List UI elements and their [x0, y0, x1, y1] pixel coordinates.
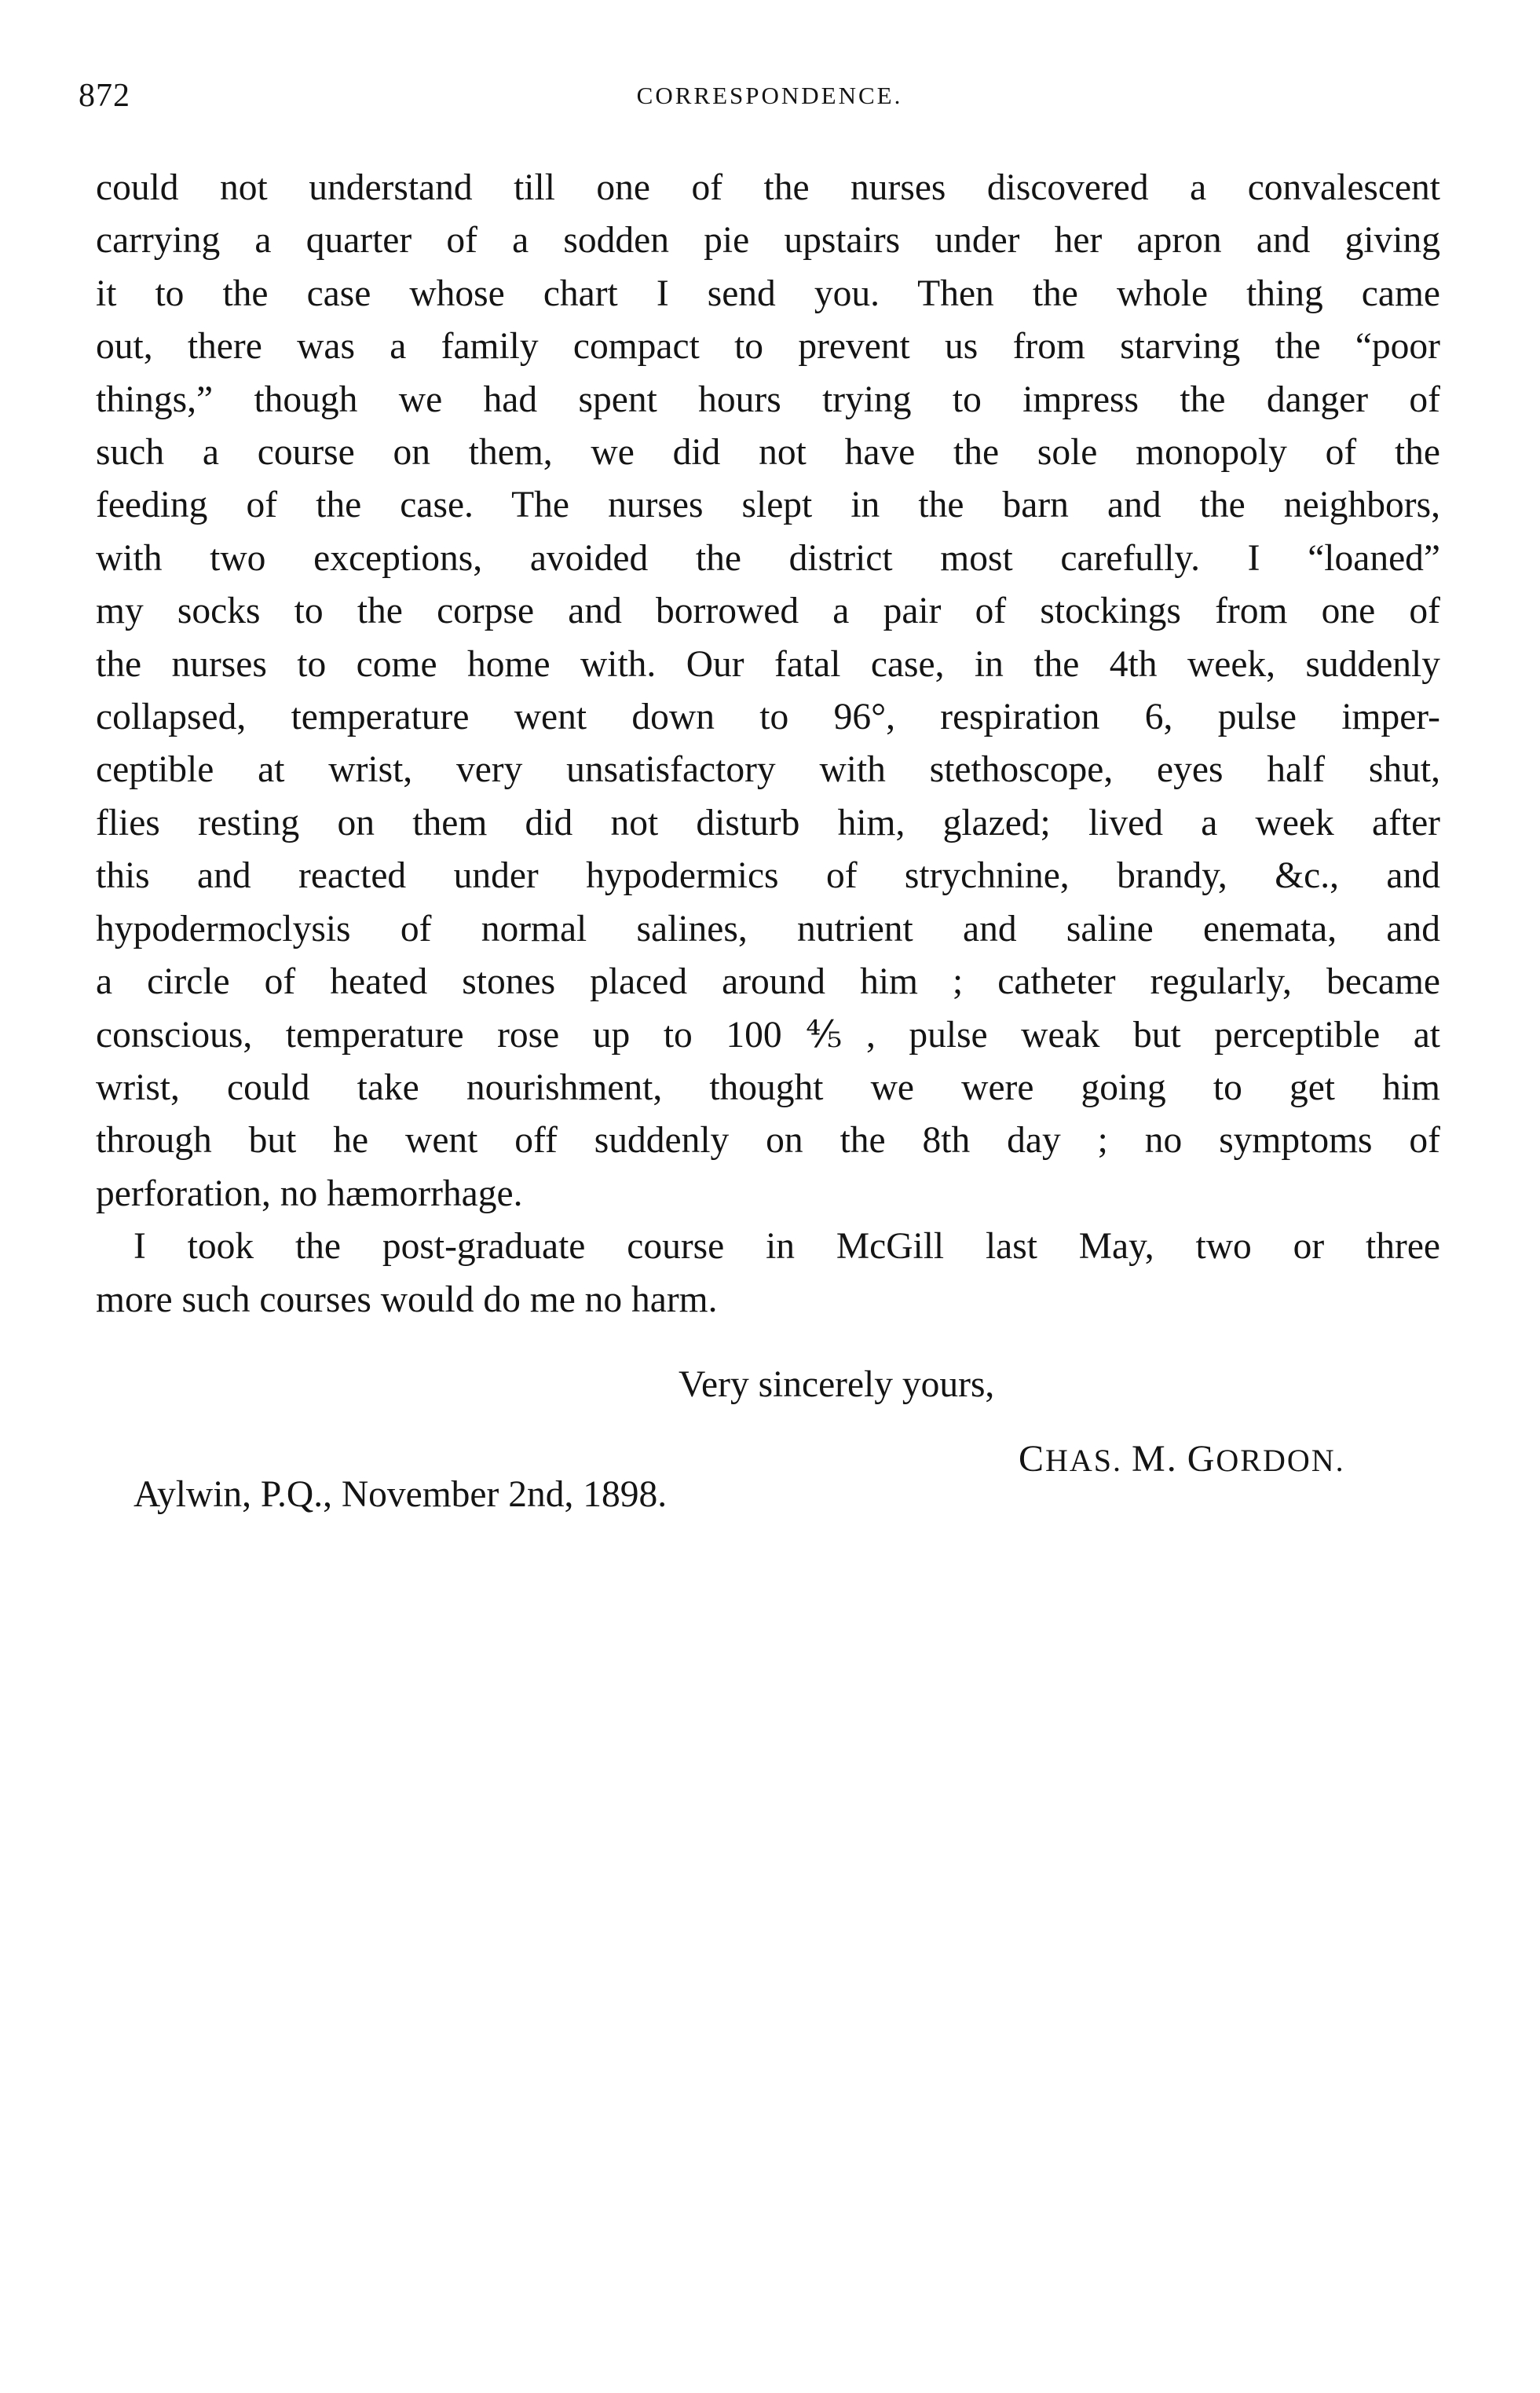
paragraph-1	[96, 162, 1440, 1220]
text-line: with two exceptions, avoided the district most carefully. I “loaned”	[96, 537, 1440, 579]
paragraph-2	[96, 1220, 1440, 1326]
text-line: a circle of heated stones placed around him ; catheter regularly, became	[96, 961, 1440, 1003]
text-line: more such courses would do me no harm.	[96, 1279, 718, 1320]
closing-salutation: Very sincerely yours,	[679, 1364, 995, 1405]
text-line: hypodermoclysis of normal salines, nutrient and saline enemata, and	[96, 908, 1440, 950]
text-line: feeding of the case. The nurses slept in the barn and the neighbors,	[96, 485, 1440, 526]
text-line: I took the post-graduate course in McGill last May, two or three	[134, 1226, 1440, 1268]
signature-initial: C	[1019, 1438, 1046, 1480]
text-line: out, there was a family compact to prevent us from starving the “poor	[96, 326, 1440, 368]
text-line: could not understand till one of the nurses discovered a convalescent	[96, 167, 1440, 208]
page-number: 872	[79, 78, 130, 114]
text-line: wrist, could take nourishment, thought we were going to get him	[96, 1067, 1440, 1108]
text-line: collapsed, temperature went down to 96°, respiration 6, pulse imper-	[96, 697, 1440, 738]
signature-part: ORDON.	[1216, 1443, 1345, 1478]
text-line: this and reacted under hypodermics of strychnine, brandy, &c., and	[96, 855, 1440, 897]
letter-body	[96, 162, 1440, 1326]
text-line: flies resting on them did not disturb him, glazed; lived a week after	[96, 802, 1440, 843]
text-line: through but he went off suddenly on the 8th day ; no symptoms of	[96, 1120, 1440, 1162]
signature	[1019, 1437, 1345, 1480]
text-line: perforation, no hæmorrhage.	[96, 1173, 523, 1214]
section-title: CORRESPONDENCE.	[636, 82, 903, 109]
signature-initial: G	[1187, 1438, 1216, 1480]
text-line: conscious, temperature rose up to 100⅘, pulse weak but perceptible at	[96, 1014, 1440, 1056]
dateline: Aylwin, P.Q., November 2nd, 1898.	[134, 1474, 668, 1515]
text-line: such a course on them, we did not have the sole monopoly of the	[96, 432, 1440, 474]
text-line: it to the case whose chart I send you. Then the whole thing came	[96, 273, 1440, 314]
signature-initial: M.	[1132, 1438, 1178, 1480]
text-line: my socks to the corpse and borrowed a pair of stockings from one of	[96, 591, 1440, 632]
running-head	[79, 77, 1461, 116]
text-line: carrying a quarter of a sodden pie upstairs under her apron and giving	[96, 220, 1440, 262]
text-line: ceptible at wrist, very unsatisfactory with stethoscope, eyes half shut,	[96, 749, 1440, 791]
text-line: the nurses to come home with. Our fatal case, in the 4th week, suddenly	[96, 643, 1440, 685]
signature-part: HAS.	[1045, 1443, 1123, 1478]
text-line: things,” though we had spent hours trying to impress the danger of	[96, 379, 1440, 420]
